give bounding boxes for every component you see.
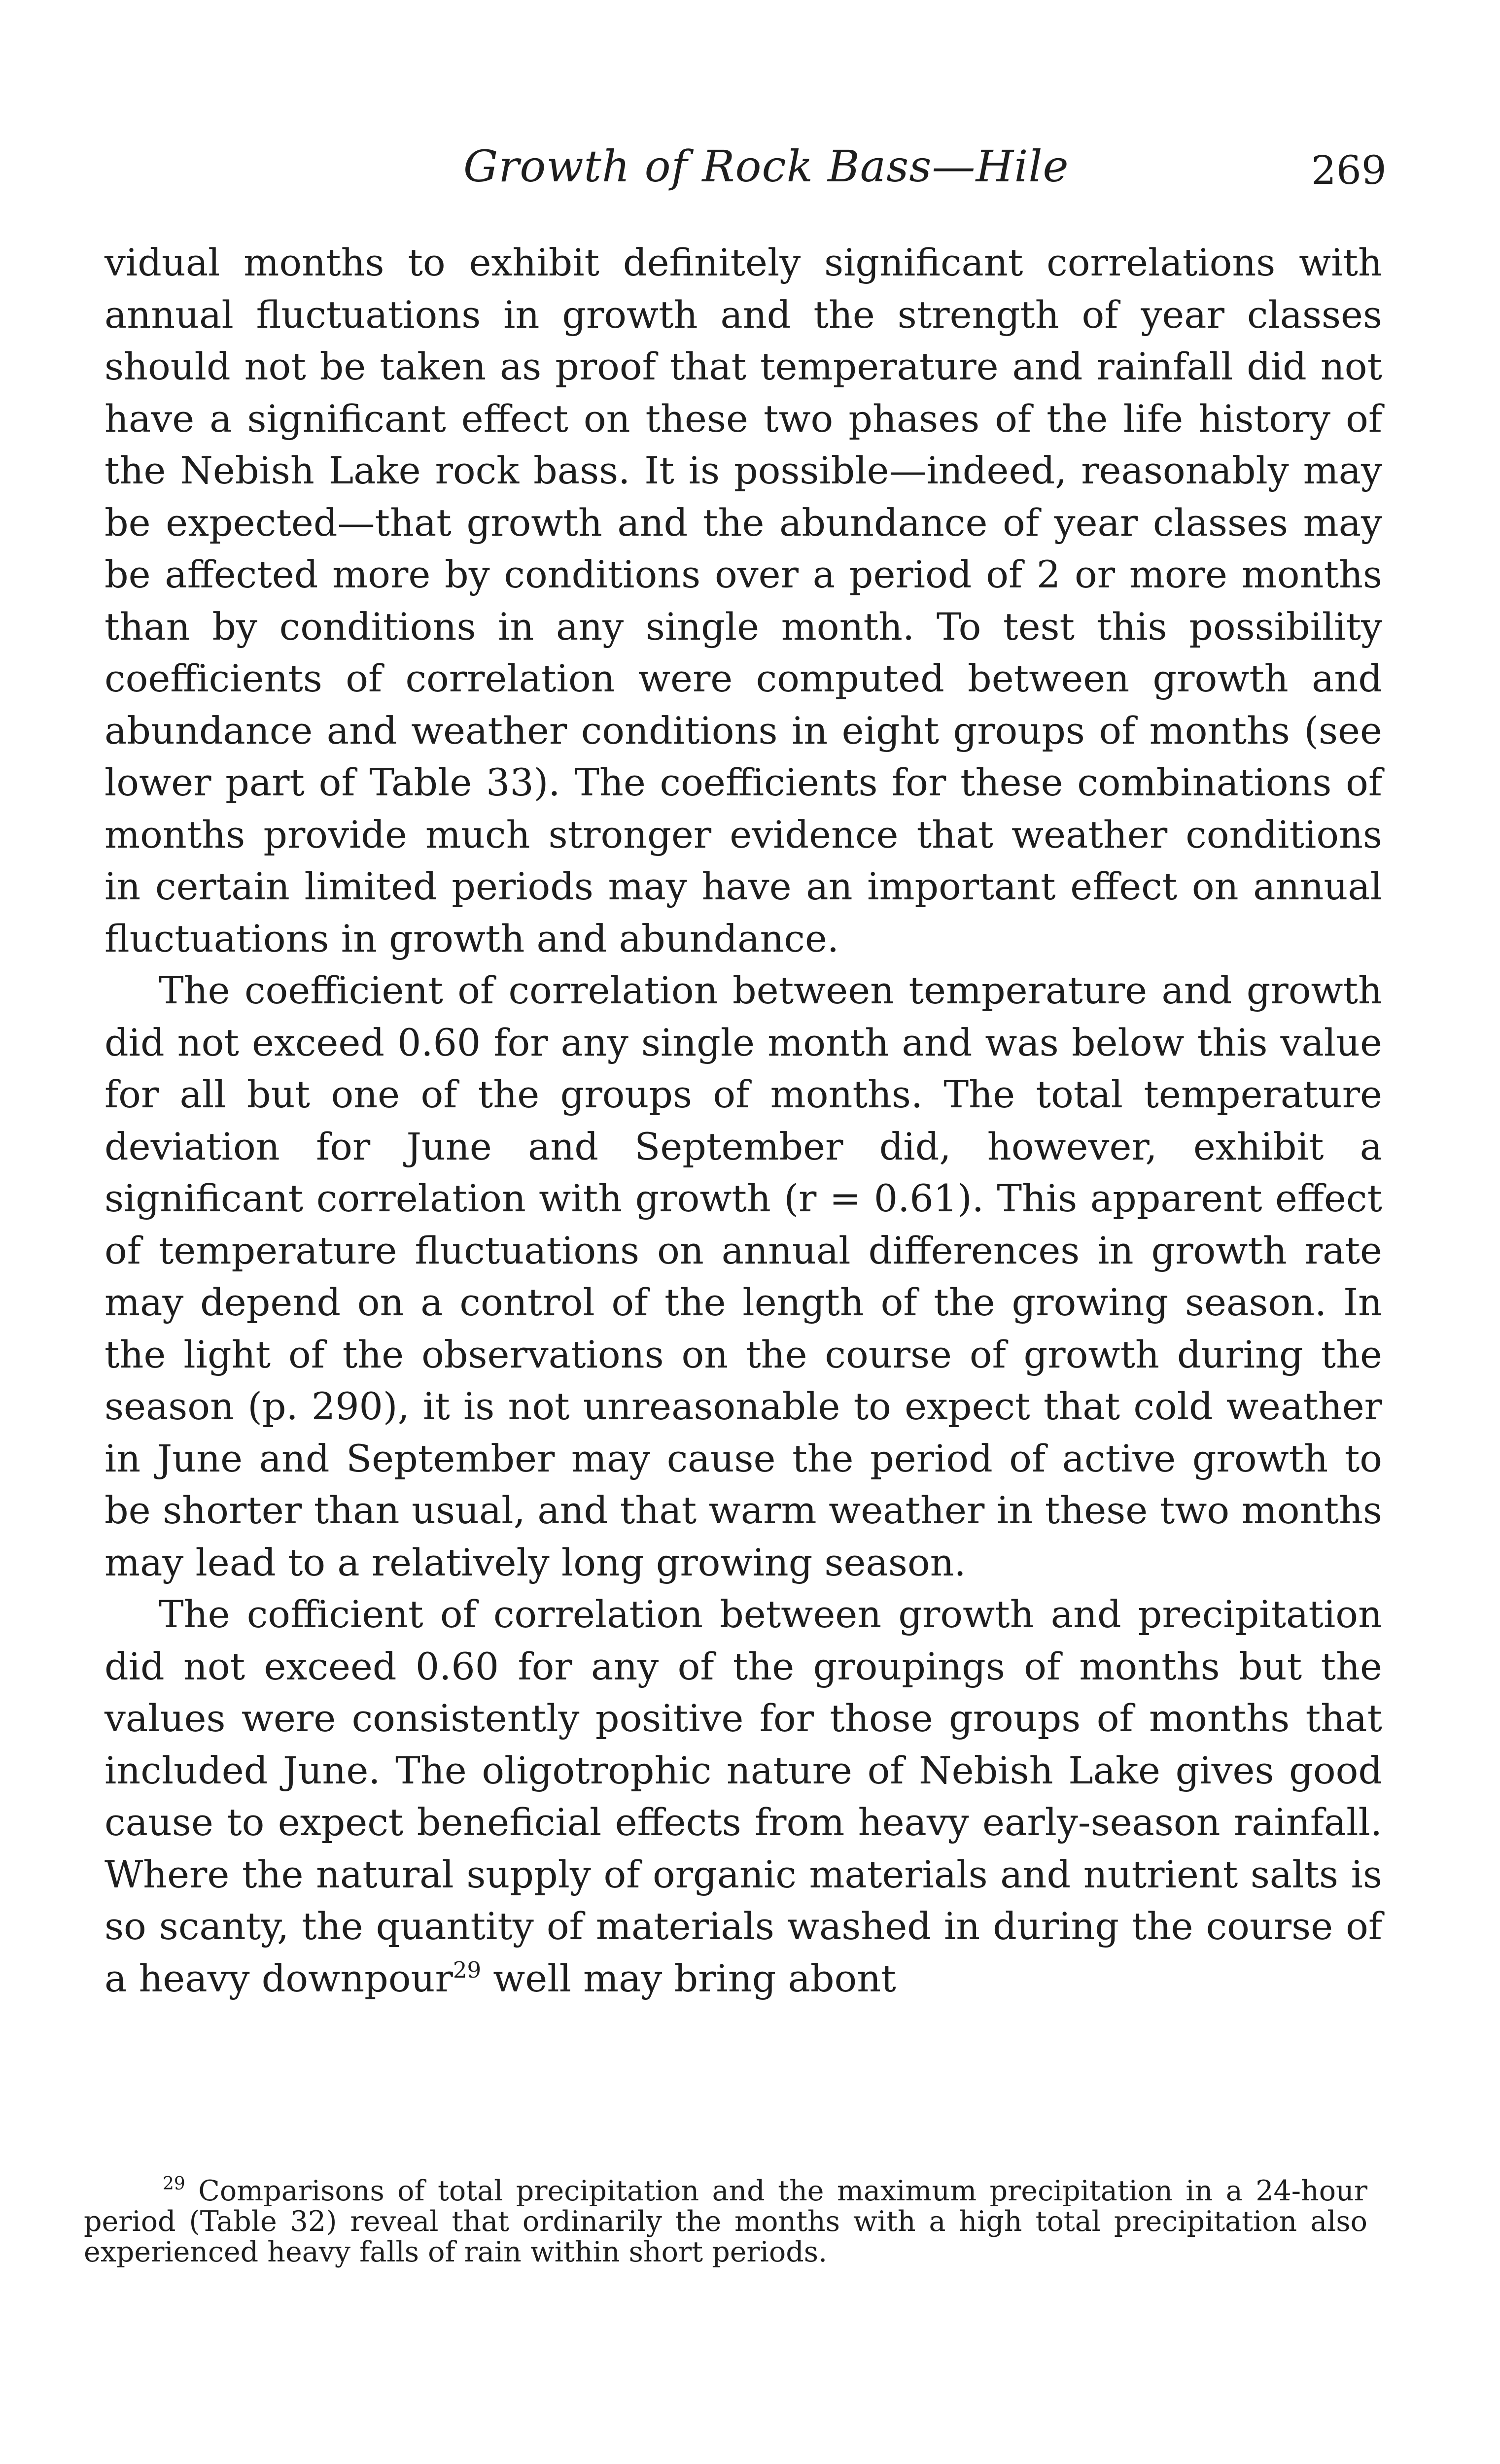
paragraph-precipitation [105,1588,1382,2004]
running-title: Growth of Rock Bass—Hile [463,141,1069,192]
paragraph-precipitation-tail: well may bring abont [481,1956,896,2000]
footnote-marker: 29 [163,2174,185,2194]
running-head [0,137,1500,196]
footnote-reference: 29 [453,1956,482,1983]
paragraph-temperature: The coefficient of correlation between temperature and growth did not exceed 0.60 for any single month and was below this value for all but one of the groups of months. The total temperature deviation for June and September did, however, exhibit a significant correlation with growth (r = 0.61). This apparent effect of temperature fluctuations on annual differences in growth rate may depend on a control of the length of the growing season. In the light of the observations on the course of growth during the season (p. 290), it is not unreasonable to expect that cold weather in June and September may cause the period of active growth to be shorter than usual, and that warm weather in these two months may lead to a relatively long growing season. [105,968,1382,1584]
body-text [105,237,1382,2004]
page-number: 269 [1311,147,1387,193]
footnote-text: Comparisons of total precipitation and the maximum precipitation in a 24-hour period (Table 32) reveal that ordinarily the months with a high total precipitation also experienced heavy falls of rain within short periods. [84,2175,1367,2268]
paragraph-precipitation-text: The cofficient of correlation between growth and precipitation did not exceed 0.60 for any of the groupings of months but the values were consistently positive for those groups of months that included June. The oligotrophic nature of Nebish Lake gives good cause to expect beneficial effects from heavy early-season rainfall. Where the natural supply of organic materials and nutrient salts is so scanty, the quantity of materials washed in during the course of a heavy downpour [105,1592,1382,2000]
footnote [84,2176,1367,2267]
paragraph-continued: vidual months to exhibit definitely significant correlations with annual fluctuations in growth and the strength of year classes should not be taken as proof that temperature and rainfall did not have a significant effect on these two phases of the life history of the Nebish Lake rock bass. It is possible—indeed, reasonably may be expected—that growth and the abundance of year classes may be affected more by conditions over a period of 2 or more months than by conditions in any single month. To test this possibility coefficients of correlation were computed between growth and abundance and weather conditions in eight groups of months (see lower part of Table 33). The coefficients for these combinations of months provide much stronger evidence that weather conditions in certain limited periods may have an important effect on annual fluctuations in growth and abundance. [105,240,1382,960]
